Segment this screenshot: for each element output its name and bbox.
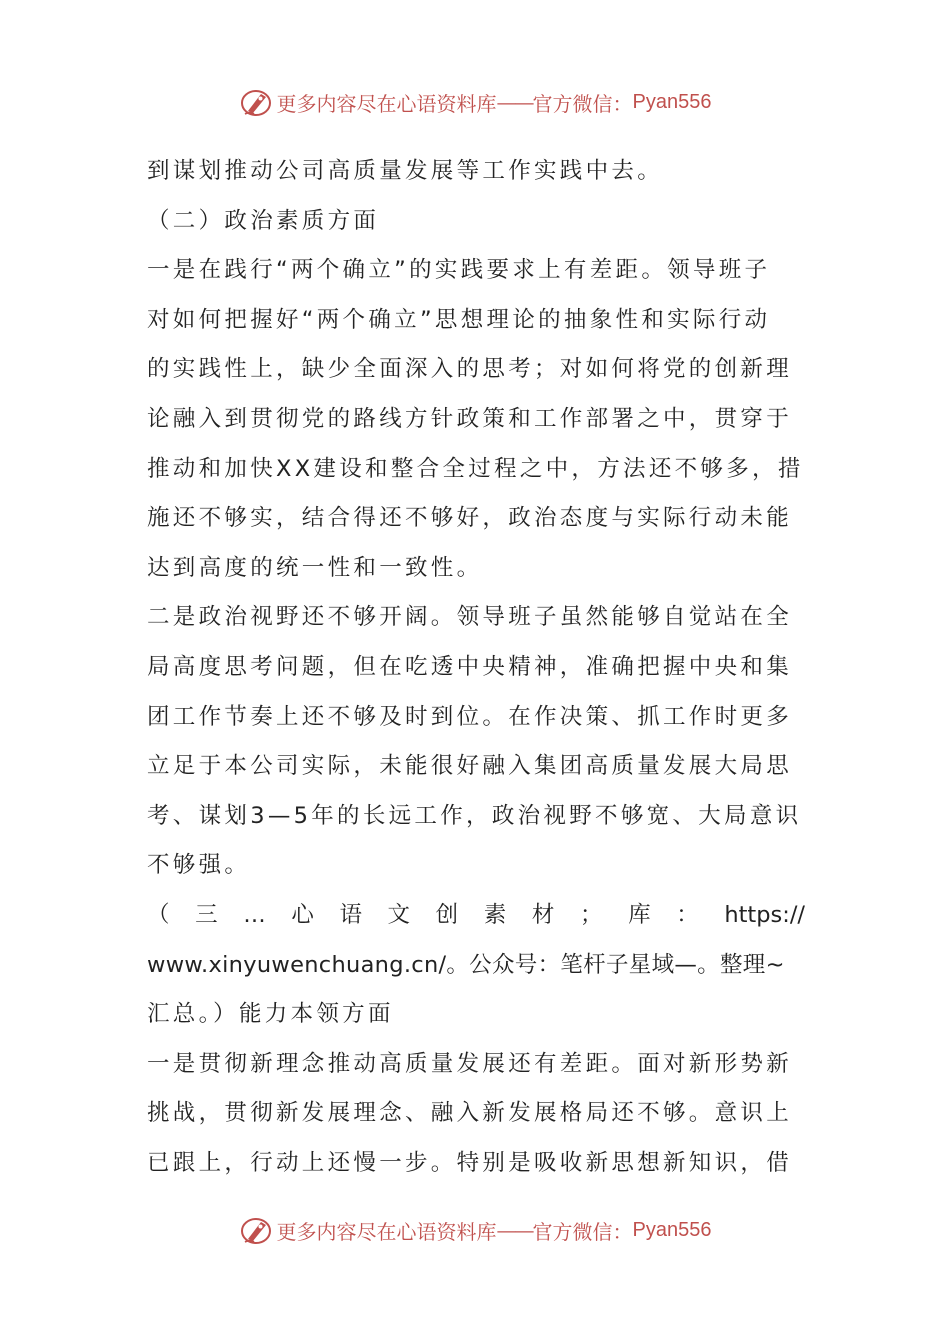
banner-site-text: 更多内容尽在心语资料库 bbox=[276, 1219, 497, 1244]
document-body bbox=[147, 147, 805, 1188]
body-line: 对如何把握好“两个确立”思想理论的抽象性和实际行动 bbox=[147, 306, 771, 333]
body-line: 汇总。）能力本领方面 bbox=[147, 1001, 394, 1028]
body-line: 局高度思考问题，但在吃透中央精神，准确把握中央和集 bbox=[147, 653, 793, 680]
body-line: 立足于本公司实际，未能很好融入集团高质量发展大局思 bbox=[147, 753, 793, 780]
body-line: 论融入到贯彻党的路线方针政策和工作部署之中，贯穿于 bbox=[147, 405, 793, 432]
banner-label: 官方微信： bbox=[532, 1219, 633, 1244]
body-line: 团工作节奏上还不够及时到位。在作决策、抓工作时更多 bbox=[147, 703, 793, 730]
body-line: 挑战，贯彻新发展理念、融入新发展格局还不够。意识上 bbox=[147, 1100, 793, 1127]
footer-watermark-banner bbox=[0, 1210, 950, 1250]
banner-label: 官方微信： bbox=[532, 91, 633, 116]
source-url-line: www.xinyuwenchuang.cn/。公众号：笔杆子星域—。整理~ bbox=[147, 951, 785, 978]
banner-dash: —— bbox=[496, 1218, 533, 1242]
body-line: 推动和加快XX建设和整合全过程之中，方法还不够多，措 bbox=[147, 455, 804, 482]
body-line: 不够强。 bbox=[147, 852, 251, 879]
pen-nib-logo-icon bbox=[239, 1213, 273, 1247]
pen-nib-logo-icon bbox=[239, 85, 273, 119]
header-watermark-banner bbox=[0, 82, 950, 122]
banner-site-text: 更多内容尽在心语资料库 bbox=[276, 91, 497, 116]
banner-account: Pyan556 bbox=[632, 1218, 712, 1241]
banner-account: Pyan556 bbox=[632, 90, 712, 113]
body-line: 一是贯彻新理念推动高质量发展还有差距。面对新形势新 bbox=[147, 1050, 793, 1077]
section-heading: （二）政治素质方面 bbox=[147, 207, 380, 234]
section-heading-with-source: （三…心语文创素材；库：https:// bbox=[147, 901, 805, 928]
body-line: 达到高度的统一性和一致性。 bbox=[147, 554, 483, 581]
banner-dash: —— bbox=[496, 90, 533, 114]
body-line: 一是在践行“两个确立”的实践要求上有差距。领导班子 bbox=[147, 257, 771, 284]
body-line: 的实践性上，缺少全面深入的思考；对如何将党的创新理 bbox=[147, 356, 793, 383]
body-line: 施还不够实，结合得还不够好，政治态度与实际行动未能 bbox=[147, 505, 793, 532]
body-line: 二是政治视野还不够开阔。领导班子虽然能够自觉站在全 bbox=[147, 604, 793, 631]
body-line: 考、谋划3—5年的长远工作，政治视野不够宽、大局意识 bbox=[147, 802, 802, 829]
body-line: 到谋划推动公司高质量发展等工作实践中去。 bbox=[147, 158, 664, 184]
body-line: 已跟上，行动上还慢一步。特别是吸收新思想新知识，借 bbox=[147, 1149, 793, 1176]
